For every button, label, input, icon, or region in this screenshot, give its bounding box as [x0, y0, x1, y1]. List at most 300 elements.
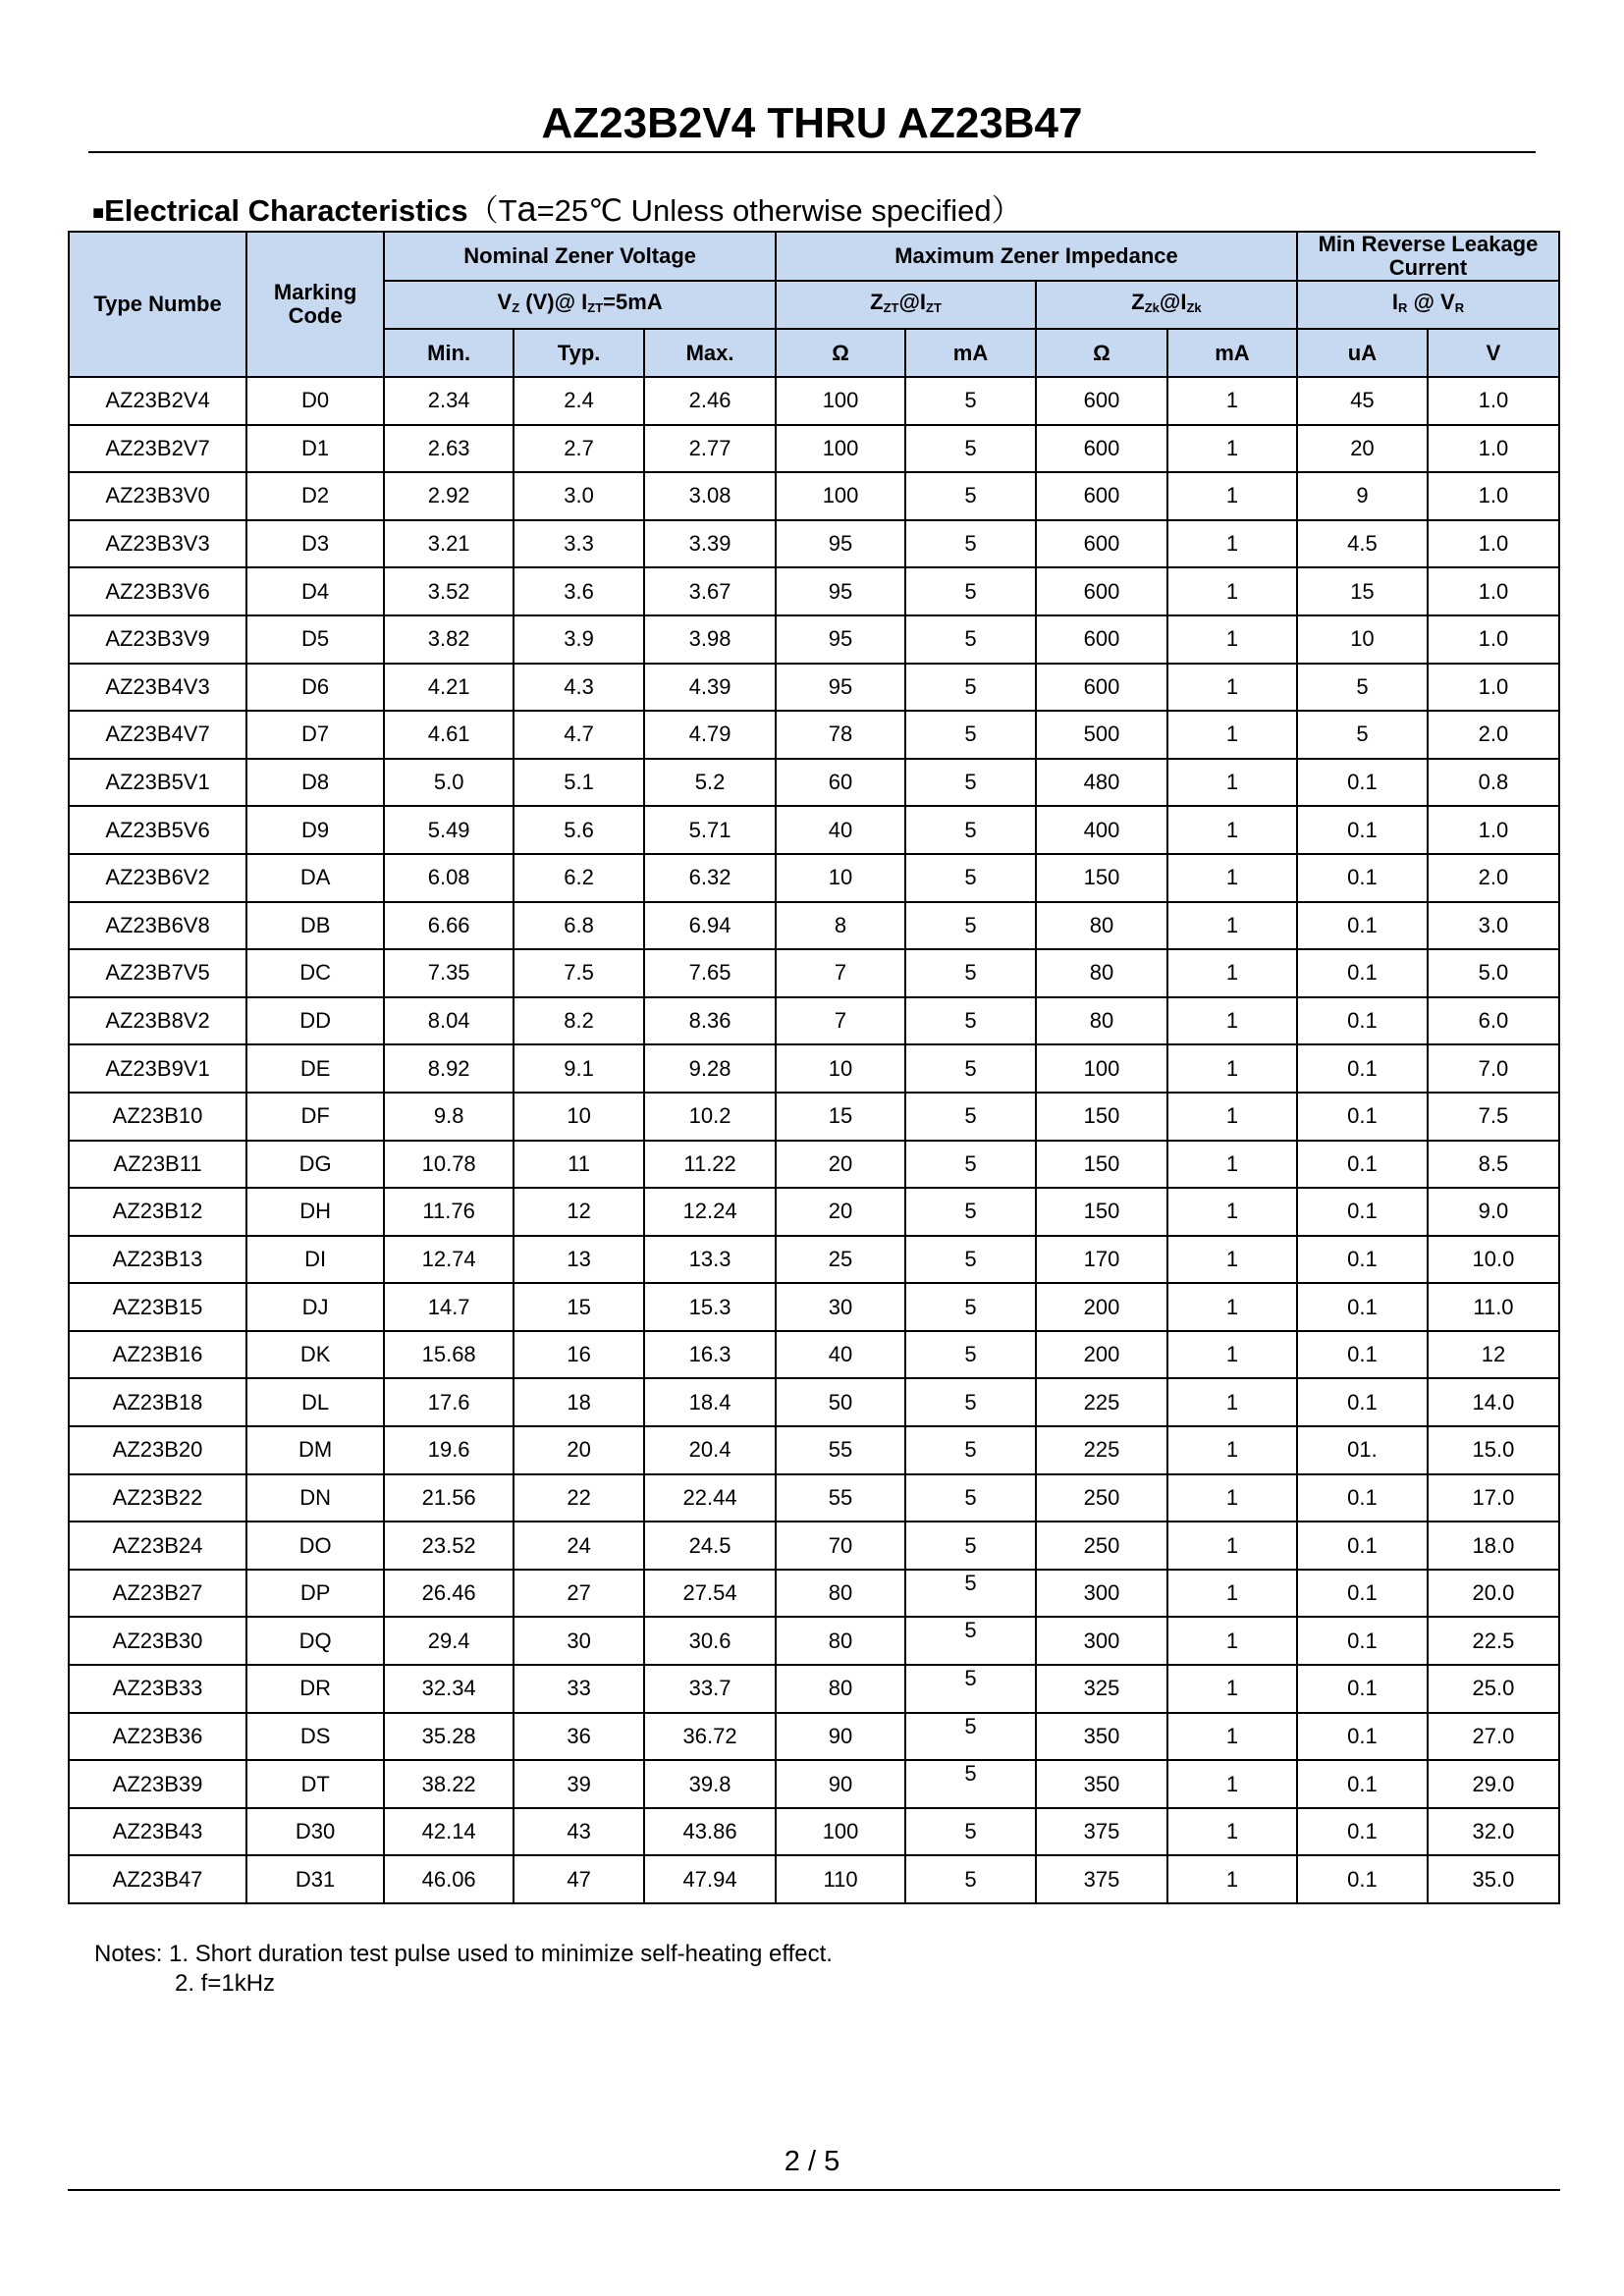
cell-izt: 5	[905, 1378, 1036, 1426]
cell-vz-typ: 12	[514, 1188, 644, 1236]
cell-izk: 1	[1167, 425, 1297, 473]
cell-vz-typ: 18	[514, 1378, 644, 1426]
cell-marking-code: D30	[246, 1808, 384, 1856]
cell-izk: 1	[1167, 520, 1297, 568]
cell-vz-max: 15.3	[644, 1283, 776, 1331]
cell-zzt: 100	[776, 1808, 905, 1856]
cell-type-number: AZ23B5V6	[69, 806, 246, 854]
cell-izk: 1	[1167, 1426, 1297, 1474]
cell-vz-max: 20.4	[644, 1426, 776, 1474]
cell-vz-max: 3.08	[644, 472, 776, 520]
cell-izt: 5	[905, 854, 1036, 902]
cell-zzt: 100	[776, 472, 905, 520]
document-title: AZ23B2V4 THRU AZ23B47	[541, 99, 1083, 147]
cell-type-number: AZ23B4V3	[69, 664, 246, 712]
cell-vz-max: 36.72	[644, 1713, 776, 1761]
cell-type-number: AZ23B8V2	[69, 997, 246, 1045]
cell-zzt: 90	[776, 1713, 905, 1761]
cell-marking-code: DC	[246, 949, 384, 997]
cell-izk: 1	[1167, 1808, 1297, 1856]
cell-vr: 1.0	[1428, 615, 1559, 664]
cell-ir: 0.1	[1297, 759, 1428, 807]
cell-izk: 1	[1167, 806, 1297, 854]
cell-vz-min: 38.22	[384, 1760, 514, 1808]
cell-zzk: 250	[1036, 1474, 1167, 1522]
cell-zzt: 8	[776, 902, 905, 950]
cell-type-number: AZ23B3V9	[69, 615, 246, 664]
cell-zzk: 400	[1036, 806, 1167, 854]
cell-vz-typ: 43	[514, 1808, 644, 1856]
cell-type-number: AZ23B30	[69, 1617, 246, 1665]
cell-vz-typ: 47	[514, 1855, 644, 1903]
cell-marking-code: D7	[246, 711, 384, 759]
cell-marking-code: DJ	[246, 1283, 384, 1331]
cell-zzk: 350	[1036, 1760, 1167, 1808]
cell-vz-typ: 39	[514, 1760, 644, 1808]
cell-marking-code: D9	[246, 806, 384, 854]
cell-izt: 5	[905, 1236, 1036, 1284]
table-row	[69, 567, 1559, 615]
cell-vr: 25.0	[1428, 1665, 1559, 1713]
cell-izt: 5	[905, 997, 1036, 1045]
cell-marking-code: DO	[246, 1522, 384, 1570]
cell-vz-typ: 33	[514, 1665, 644, 1713]
cell-marking-code: DR	[246, 1665, 384, 1713]
cell-izk: 1	[1167, 711, 1297, 759]
cell-vz-min: 2.92	[384, 472, 514, 520]
cell-type-number: AZ23B6V2	[69, 854, 246, 902]
cell-vz-min: 3.21	[384, 520, 514, 568]
cell-zzt: 20	[776, 1141, 905, 1189]
cell-zzk: 170	[1036, 1236, 1167, 1284]
cell-vz-typ: 36	[514, 1713, 644, 1761]
cell-vz-typ: 20	[514, 1426, 644, 1474]
table-row	[69, 1570, 1559, 1618]
header-zzk-condition: $Z_{Zk}@I_{Zk}$	[1036, 281, 1297, 329]
cell-ir: 5	[1297, 711, 1428, 759]
cell-zzk: 225	[1036, 1426, 1167, 1474]
cell-vr: 11.0	[1428, 1283, 1559, 1331]
cell-marking-code: DT	[246, 1760, 384, 1808]
cell-type-number: AZ23B12	[69, 1188, 246, 1236]
cell-vz-min: 17.6	[384, 1378, 514, 1426]
cell-izk: 1	[1167, 1713, 1297, 1761]
cell-vz-min: 3.82	[384, 615, 514, 664]
note-line-2: 2. f=1kHz	[175, 1970, 276, 1997]
cell-izk: 1	[1167, 1188, 1297, 1236]
cell-zzk: 80	[1036, 949, 1167, 997]
cell-izk: 1	[1167, 1093, 1297, 1141]
cell-vz-typ: 11	[514, 1141, 644, 1189]
cell-izk: 1	[1167, 472, 1297, 520]
cell-vr: 10.0	[1428, 1236, 1559, 1284]
unit-izt-ma: mA	[905, 329, 1036, 377]
cell-ir: 0.1	[1297, 1855, 1428, 1903]
table-row	[69, 949, 1559, 997]
table-row	[69, 1044, 1559, 1093]
cell-vz-typ: 8.2	[514, 997, 644, 1045]
cell-izt: 5	[905, 1760, 1036, 1808]
cell-izt: 5	[905, 806, 1036, 854]
cell-izk: 1	[1167, 615, 1297, 664]
cell-izt: 5	[905, 949, 1036, 997]
cell-vr: 27.0	[1428, 1713, 1559, 1761]
cell-type-number: AZ23B27	[69, 1570, 246, 1618]
cell-zzt: 10	[776, 1044, 905, 1093]
cell-vz-min: 32.34	[384, 1665, 514, 1713]
cell-zzt: 110	[776, 1855, 905, 1903]
cell-zzt: 15	[776, 1093, 905, 1141]
cell-zzk: 150	[1036, 1093, 1167, 1141]
cell-ir: 0.1	[1297, 997, 1428, 1045]
table-row	[69, 1378, 1559, 1426]
cell-zzt: 95	[776, 520, 905, 568]
cell-izk: 1	[1167, 1855, 1297, 1903]
cell-vz-typ: 5.1	[514, 759, 644, 807]
cell-vz-typ: 5.6	[514, 806, 644, 854]
cell-vz-max: 6.32	[644, 854, 776, 902]
cell-vz-typ: 2.7	[514, 425, 644, 473]
cell-marking-code: DA	[246, 854, 384, 902]
table-row	[69, 1808, 1559, 1856]
cell-marking-code: D8	[246, 759, 384, 807]
cell-type-number: AZ23B3V6	[69, 567, 246, 615]
cell-marking-code: DB	[246, 902, 384, 950]
cell-vz-max: 33.7	[644, 1665, 776, 1713]
cell-vr: 15.0	[1428, 1426, 1559, 1474]
cell-vz-typ: 13	[514, 1236, 644, 1284]
cell-vz-max: 2.77	[644, 425, 776, 473]
cell-vz-typ: 3.9	[514, 615, 644, 664]
cell-ir: 20	[1297, 425, 1428, 473]
cell-vz-min: 4.21	[384, 664, 514, 712]
cell-vr: 17.0	[1428, 1474, 1559, 1522]
cell-zzt: 25	[776, 1236, 905, 1284]
table-row	[69, 472, 1559, 520]
cell-ir: 0.1	[1297, 1665, 1428, 1713]
cell-ir: 0.1	[1297, 1331, 1428, 1379]
cell-izt: 5	[905, 711, 1036, 759]
cell-vz-typ: 15	[514, 1283, 644, 1331]
cell-izt: 5	[905, 377, 1036, 425]
cell-izt: 5	[905, 1474, 1036, 1522]
cell-izt: 5	[905, 615, 1036, 664]
cell-vz-max: 39.8	[644, 1760, 776, 1808]
cell-vr: 35.0	[1428, 1855, 1559, 1903]
cell-vr: 1.0	[1428, 664, 1559, 712]
cell-zzt: 95	[776, 615, 905, 664]
cell-izt: 5	[905, 1188, 1036, 1236]
table-row	[69, 806, 1559, 854]
cell-zzk: 150	[1036, 854, 1167, 902]
section-title: Electrical Characteristics	[104, 193, 468, 228]
cell-vz-max: 43.86	[644, 1808, 776, 1856]
cell-vr: 22.5	[1428, 1617, 1559, 1665]
cell-zzk: 500	[1036, 711, 1167, 759]
cell-vz-max: 18.4	[644, 1378, 776, 1426]
cell-type-number: AZ23B3V0	[69, 472, 246, 520]
cell-type-number: AZ23B36	[69, 1713, 246, 1761]
cell-vz-max: 22.44	[644, 1474, 776, 1522]
cell-vz-min: 35.28	[384, 1713, 514, 1761]
cell-vr: 18.0	[1428, 1522, 1559, 1570]
cell-marking-code: DE	[246, 1044, 384, 1093]
cell-vz-max: 13.3	[644, 1236, 776, 1284]
cell-vz-min: 5.49	[384, 806, 514, 854]
cell-izk: 1	[1167, 1378, 1297, 1426]
cell-vr: 8.5	[1428, 1141, 1559, 1189]
cell-vr: 1.0	[1428, 567, 1559, 615]
cell-izt: 5	[905, 567, 1036, 615]
cell-izt: 5	[905, 1808, 1036, 1856]
cell-vz-min: 8.92	[384, 1044, 514, 1093]
cell-izt: 5	[905, 520, 1036, 568]
cell-izk: 1	[1167, 1474, 1297, 1522]
cell-zzt: 50	[776, 1378, 905, 1426]
unit-vr-v: V	[1428, 329, 1559, 377]
cell-vr: 1.0	[1428, 377, 1559, 425]
table-row	[69, 1665, 1559, 1713]
table-row	[69, 1426, 1559, 1474]
cell-marking-code: DK	[246, 1331, 384, 1379]
cell-marking-code: DM	[246, 1426, 384, 1474]
cell-marking-code: D3	[246, 520, 384, 568]
cell-ir: 0.1	[1297, 1141, 1428, 1189]
cell-type-number: AZ23B5V1	[69, 759, 246, 807]
cell-vz-max: 30.6	[644, 1617, 776, 1665]
cell-zzt: 90	[776, 1760, 905, 1808]
table-row	[69, 1522, 1559, 1570]
cell-izk: 1	[1167, 377, 1297, 425]
cell-marking-code: D4	[246, 567, 384, 615]
table-row	[69, 1141, 1559, 1189]
cell-type-number: AZ23B2V4	[69, 377, 246, 425]
cell-ir: 0.1	[1297, 1474, 1428, 1522]
cell-vz-max: 5.71	[644, 806, 776, 854]
cell-izt: 5	[905, 1617, 1036, 1665]
cell-ir: 0.1	[1297, 1188, 1428, 1236]
header-max-zener-impedance: Maximum Zener Impedance	[776, 232, 1297, 281]
cell-vz-typ: 4.3	[514, 664, 644, 712]
cell-zzk: 250	[1036, 1522, 1167, 1570]
cell-zzk: 80	[1036, 997, 1167, 1045]
cell-izk: 1	[1167, 1044, 1297, 1093]
cell-izk: 1	[1167, 759, 1297, 807]
cell-izt: 5	[905, 1141, 1036, 1189]
cell-izt: 5	[905, 1713, 1036, 1761]
cell-ir: 10	[1297, 615, 1428, 664]
cell-zzt: 55	[776, 1426, 905, 1474]
table-row	[69, 1474, 1559, 1522]
cell-vz-typ: 24	[514, 1522, 644, 1570]
header-ir-condition: $I_R$ @ $V_R$	[1297, 281, 1559, 329]
cell-zzk: 150	[1036, 1141, 1167, 1189]
cell-vr: 0.8	[1428, 759, 1559, 807]
cell-zzk: 480	[1036, 759, 1167, 807]
cell-zzk: 200	[1036, 1283, 1167, 1331]
unit-vz-typ: Typ.	[514, 329, 644, 377]
cell-type-number: AZ23B2V7	[69, 425, 246, 473]
cell-type-number: AZ23B6V8	[69, 902, 246, 950]
cell-izt: 5	[905, 1522, 1036, 1570]
table-row	[69, 1236, 1559, 1284]
cell-vz-typ: 6.8	[514, 902, 644, 950]
cell-type-number: AZ23B13	[69, 1236, 246, 1284]
cell-ir: 0.1	[1297, 1093, 1428, 1141]
cell-type-number: AZ23B16	[69, 1331, 246, 1379]
cell-vz-min: 7.35	[384, 949, 514, 997]
cell-vz-min: 42.14	[384, 1808, 514, 1856]
cell-zzt: 7	[776, 949, 905, 997]
cell-vz-min: 5.0	[384, 759, 514, 807]
cell-vz-min: 6.08	[384, 854, 514, 902]
cell-vz-max: 24.5	[644, 1522, 776, 1570]
cell-zzt: 60	[776, 759, 905, 807]
cell-vz-typ: 22	[514, 1474, 644, 1522]
cell-vz-max: 6.94	[644, 902, 776, 950]
table-row	[69, 425, 1559, 473]
cell-izk: 1	[1167, 664, 1297, 712]
cell-vr: 2.0	[1428, 711, 1559, 759]
cell-marking-code: DL	[246, 1378, 384, 1426]
cell-ir: 0.1	[1297, 1808, 1428, 1856]
cell-izt: 5	[905, 1426, 1036, 1474]
cell-vz-min: 11.76	[384, 1188, 514, 1236]
cell-ir: 4.5	[1297, 520, 1428, 568]
cell-zzt: 95	[776, 567, 905, 615]
cell-zzt: 7	[776, 997, 905, 1045]
table-row	[69, 520, 1559, 568]
cell-vz-typ: 3.3	[514, 520, 644, 568]
note-line-1: Notes: 1. Short duration test pulse used to minimize self-heating effect.	[94, 1941, 833, 1967]
cell-marking-code: DS	[246, 1713, 384, 1761]
cell-vz-min: 26.46	[384, 1570, 514, 1618]
cell-izk: 1	[1167, 854, 1297, 902]
cell-zzt: 70	[776, 1522, 905, 1570]
cell-ir: 0.1	[1297, 902, 1428, 950]
cell-type-number: AZ23B15	[69, 1283, 246, 1331]
cell-vr: 12	[1428, 1331, 1559, 1379]
page-number: 2 / 5	[784, 2146, 840, 2177]
cell-type-number: AZ23B33	[69, 1665, 246, 1713]
cell-vr: 1.0	[1428, 425, 1559, 473]
cell-zzt: 100	[776, 377, 905, 425]
table-row	[69, 1283, 1559, 1331]
cell-ir: 9	[1297, 472, 1428, 520]
cell-vr: 1.0	[1428, 520, 1559, 568]
cell-vr: 3.0	[1428, 902, 1559, 950]
header-nominal-zener-voltage: Nominal Zener Voltage	[384, 232, 776, 281]
cell-vz-typ: 27	[514, 1570, 644, 1618]
cell-zzk: 100	[1036, 1044, 1167, 1093]
cell-zzk: 375	[1036, 1808, 1167, 1856]
cell-marking-code: D1	[246, 425, 384, 473]
table-row	[69, 1093, 1559, 1141]
unit-vz-max: Max.	[644, 329, 776, 377]
cell-vz-min: 3.52	[384, 567, 514, 615]
cell-vz-max: 3.39	[644, 520, 776, 568]
cell-vz-typ: 2.4	[514, 377, 644, 425]
unit-izk-ma: mA	[1167, 329, 1297, 377]
cell-vz-min: 2.34	[384, 377, 514, 425]
cell-marking-code: DF	[246, 1093, 384, 1141]
cell-vr: 2.0	[1428, 854, 1559, 902]
cell-izk: 1	[1167, 1141, 1297, 1189]
cell-ir: 0.1	[1297, 1713, 1428, 1761]
cell-type-number: AZ23B10	[69, 1093, 246, 1141]
cell-ir: 0.1	[1297, 949, 1428, 997]
cell-izk: 1	[1167, 1617, 1297, 1665]
cell-zzk: 200	[1036, 1331, 1167, 1379]
cell-vz-typ: 3.0	[514, 472, 644, 520]
cell-zzk: 80	[1036, 902, 1167, 950]
cell-type-number: AZ23B43	[69, 1808, 246, 1856]
cell-marking-code: D5	[246, 615, 384, 664]
cell-type-number: AZ23B3V3	[69, 520, 246, 568]
footer-divider	[68, 2189, 1560, 2191]
cell-izk: 1	[1167, 1760, 1297, 1808]
cell-vz-min: 6.66	[384, 902, 514, 950]
cell-vz-max: 7.65	[644, 949, 776, 997]
cell-izt: 5	[905, 1331, 1036, 1379]
cell-izk: 1	[1167, 1522, 1297, 1570]
cell-izk: 1	[1167, 902, 1297, 950]
cell-ir: 0.1	[1297, 806, 1428, 854]
cell-vz-min: 15.68	[384, 1331, 514, 1379]
cell-izt: 5	[905, 664, 1036, 712]
cell-izt: 5	[905, 1093, 1036, 1141]
cell-izt: 5	[905, 1570, 1036, 1618]
cell-vz-typ: 3.6	[514, 567, 644, 615]
cell-type-number: AZ23B11	[69, 1141, 246, 1189]
cell-izk: 1	[1167, 1236, 1297, 1284]
table-row	[69, 1617, 1559, 1665]
cell-vz-max: 5.2	[644, 759, 776, 807]
cell-ir: 0.1	[1297, 1760, 1428, 1808]
cell-ir: 0.1	[1297, 1570, 1428, 1618]
cell-ir: 45	[1297, 377, 1428, 425]
cell-vz-min: 10.78	[384, 1141, 514, 1189]
cell-zzk: 600	[1036, 664, 1167, 712]
cell-izt: 5	[905, 902, 1036, 950]
cell-vz-max: 3.98	[644, 615, 776, 664]
cell-izk: 1	[1167, 949, 1297, 997]
cell-ir: 01.	[1297, 1426, 1428, 1474]
cell-vr: 14.0	[1428, 1378, 1559, 1426]
cell-ir: 0.1	[1297, 1044, 1428, 1093]
cell-ir: 0.1	[1297, 1617, 1428, 1665]
cell-vz-typ: 6.2	[514, 854, 644, 902]
cell-marking-code: DD	[246, 997, 384, 1045]
cell-type-number: AZ23B20	[69, 1426, 246, 1474]
cell-izk: 1	[1167, 1570, 1297, 1618]
table-row	[69, 1855, 1559, 1903]
notes	[94, 1940, 833, 1999]
cell-vz-max: 8.36	[644, 997, 776, 1045]
unit-zzk-ohm: Ω	[1036, 329, 1167, 377]
cell-vz-typ: 7.5	[514, 949, 644, 997]
cell-vz-max: 11.22	[644, 1141, 776, 1189]
cell-type-number: AZ23B9V1	[69, 1044, 246, 1093]
table-row	[69, 377, 1559, 425]
cell-izk: 1	[1167, 1331, 1297, 1379]
table-row	[69, 902, 1559, 950]
cell-vr: 1.0	[1428, 806, 1559, 854]
condition-open: （T	[467, 193, 517, 228]
cell-ir: 0.1	[1297, 1522, 1428, 1570]
cell-izk: 1	[1167, 1283, 1297, 1331]
cell-marking-code: D0	[246, 377, 384, 425]
